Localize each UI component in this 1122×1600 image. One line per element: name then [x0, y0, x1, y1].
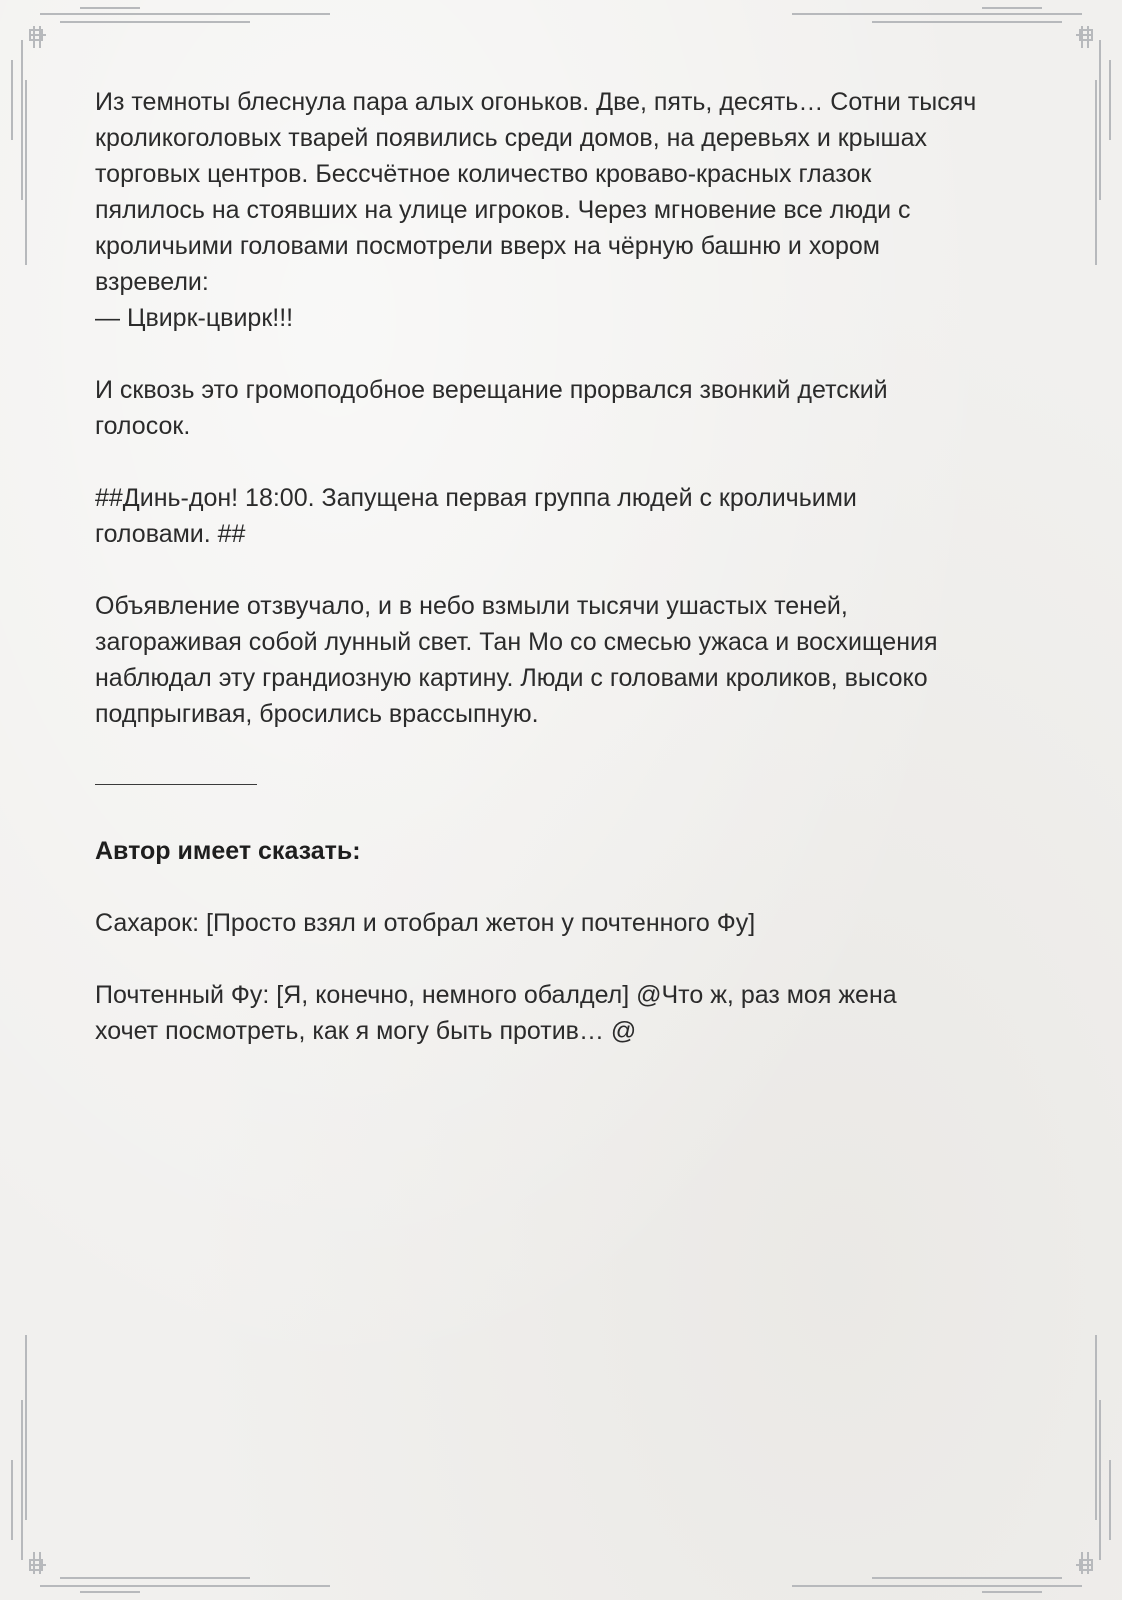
corner-ornament-bottom-left-icon: [12, 1335, 330, 1592]
corner-ornament-bottom-right-icon: [792, 1335, 1110, 1592]
paragraph-spacer: [95, 941, 1035, 977]
section-divider: [95, 784, 257, 785]
dialogue-line: — Цвирк-цвирк!!!: [95, 304, 294, 332]
author-note-line-1: Сахарок: [Просто взял и отобрал жетон у почтенного Фу]: [95, 909, 756, 937]
story-content: [95, 84, 1035, 1049]
paragraph-3: ##Динь-дон! 18:00. Запущена первая группа людей с кроличьими головами. ##: [95, 484, 857, 548]
paragraph-spacer: [95, 552, 1035, 588]
paragraph-1: Из темноты блеснула пара алых огоньков. Две, пять, десять… Сотни тысяч кроликоголовых тварей появились среди домов, на деревьях и крышах торговых центров. Бессчётное количество кроваво-красных глазок пялилось на стоявших на улице игроков. Через мгновение все люди с кроличьими головами посмотрели вверх на чёрную башню и хором взревели:: [95, 88, 977, 296]
paragraph-spacer: [95, 444, 1035, 480]
paragraph-spacer: [95, 336, 1035, 372]
author-note-line-2: Почтенный Фу: [Я, конечно, немного обалдел] @Что ж, раз моя жена хочет посмотреть, как я могу быть против… @: [95, 981, 897, 1045]
author-note-heading: Автор имеет сказать:: [95, 837, 361, 865]
paragraph-spacer: [95, 869, 1035, 905]
paragraph-2: И сквозь это громоподобное верещание прорвался звонкий детский голосок.: [95, 376, 888, 440]
paragraph-4: Объявление отзвучало, и в небо взмыли тысячи ушастых теней, загораживая собой лунный свет. Тан Мо со смесью ужаса и восхищения наблюдал эту грандиозную картину. Люди с головами кроликов, высоко подпрыгивая, бросились врассыпную.: [95, 592, 938, 728]
